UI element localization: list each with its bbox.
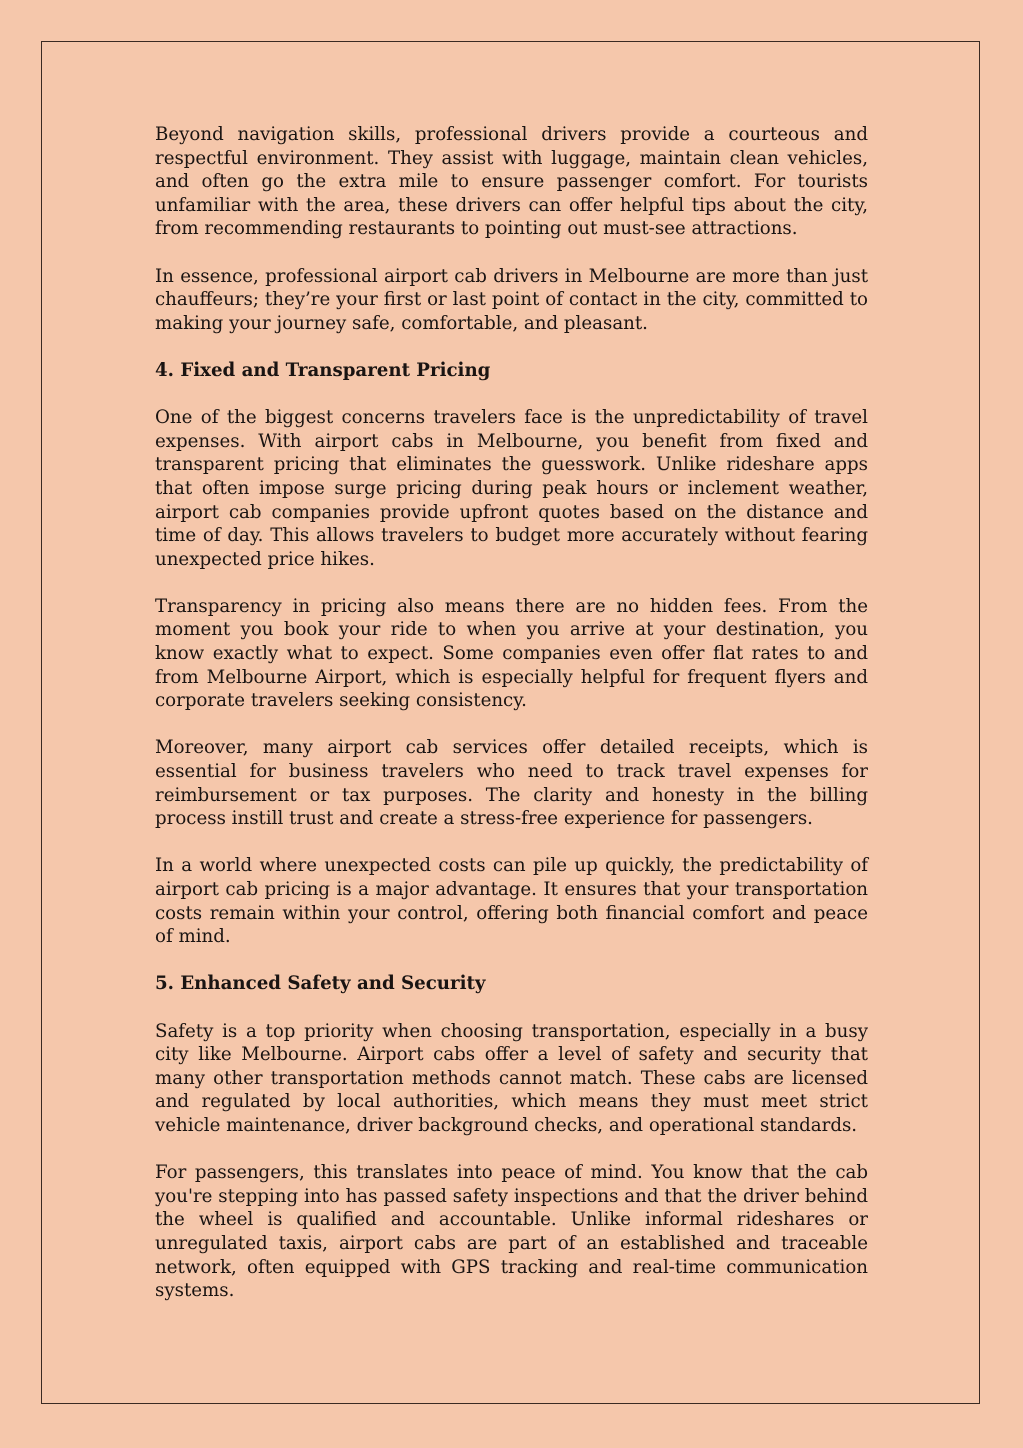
- paragraph-safety-priority: Safety is a top priority when choosing transportation, especially in a busy city like Melbourne. Airport cabs offer a level of safety and security that many other transportation methods cannot match. These cabs are licensed and regulated by local authorities, which means they must meet strict vehicle maintenance, driver background checks, and operational standards.: [155, 1020, 868, 1136]
- paragraph-pricing-predictability: In a world where unexpected costs can pile up quickly, the predictability of airport cab pricing is a major advantage. It ensures that your transportation costs remain within your control, offering both financial comfort and peace of mind.: [155, 855, 868, 948]
- paragraph-detailed-receipts: Moreover, many airport cab services offer detailed receipts, which is essential for business travelers who need to track travel expenses for reimbursement or tax purposes. The clarity and honesty in the billing process instill trust and create a stress-free experience for passengers.: [155, 737, 868, 830]
- paragraph-passenger-peace-of-mind: For passengers, this translates into peace of mind. You know that the cab you're stepping into has passed safety inspections and that the driver behind the wheel is qualified and accountable. Unlike informal rideshares or unregulated taxis, airport cabs are part of an established and traceable network, often equipped with GPS tracking and real-time communication systems.: [155, 1162, 868, 1302]
- paragraph-pricing-transparency: Transparency in pricing also means there are no hidden fees. From the moment you book your ride to when you arrive at your destination, you know exactly what to expect. Some companies even offer flat rates to and from Melbourne Airport, which is especially helpful for frequent flyers and corporate travelers seeking consistency.: [155, 595, 868, 712]
- heading-safety-security: 5. Enhanced Safety and Security: [155, 973, 486, 995]
- heading-fixed-pricing: 4. Fixed and Transparent Pricing: [155, 359, 491, 381]
- document-body: [155, 123, 868, 1326]
- paragraph-drivers-essence: In essence, professional airport cab drivers in Melbourne are more than just chauffeurs; they’re your first or last point of contact in the city, committed to making your journey safe, comfortable, and pleasant.: [155, 265, 868, 334]
- paragraph-pricing-concerns: One of the biggest concerns travelers face is the unpredictability of travel expenses. With airport cabs in Melbourne, you benefit from fixed and transparent pricing that eliminates the guesswork. Unlike rideshare apps that often impose surge pricing during peak hours or inclement weather, airport cab companies provide upfront quotes based on the distance and time of day. This allows travelers to budget more accurately without fearing unexpected price hikes.: [155, 407, 868, 570]
- paragraph-driver-courtesy: Beyond navigation skills, professional drivers provide a courteous and respectful environment. They assist with luggage, maintain clean vehicles, and often go the extra mile to ensure passenger comfort. For tourists unfamiliar with the area, these drivers can offer helpful tips about the city, from recommending restaurants to pointing out must-see attractions.: [155, 124, 868, 240]
